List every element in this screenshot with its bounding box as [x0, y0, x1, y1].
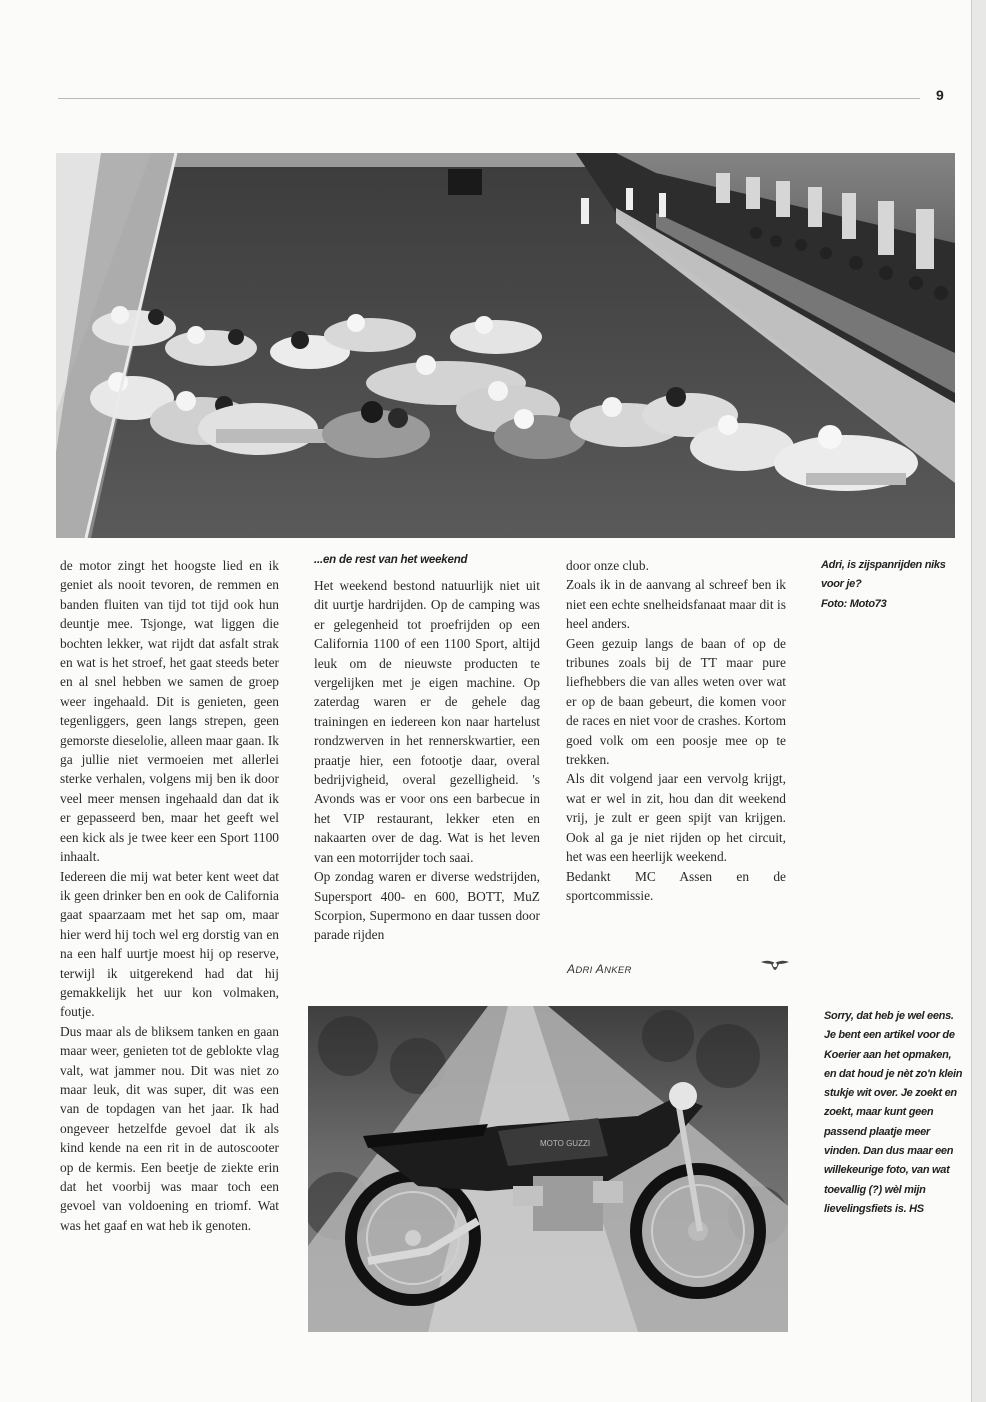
article-paragraph: Zoals ik in de aanvang al schreef ben ik niet een echte snelheidsfanaat maar dit is heel anders. [566, 577, 786, 632]
article-column-3 [566, 556, 786, 905]
article-column-2 [314, 576, 540, 945]
photo-caption-top: Adri, is zijspanrijden niks voor je? Foto: Moto73 [821, 559, 946, 610]
article-column-1 [60, 556, 279, 1235]
article-paragraph: Bedankt MC Assen en de sportcommissie. [566, 868, 786, 903]
article-paragraph: Dus maar als de bliksem tanken en gaan maar weer, genieten tot de geblokte vlag valt, wat jammer nou. Dit was niet zo maar leuk, dit was super, dit was een van de topdagen van het jaar. Ik had ongeveer hetzelfde gevoel dat ik als kind kende na een rit in de autoscooter op de kermis. Een beetje de ziekte erin dat het voorbij was maar toch een gevoel van voldoening en triomf. Wat was het gaaf en wat heb ik genoten. [60, 1023, 279, 1233]
header-rule [58, 98, 920, 99]
article-paragraph: de motor zingt het hoogste lied en ik geniet als nooit tevoren, de remmen en banden fluiten van tijd tot tijd ook hun deuntje mee. Tsjonge, wat liggen die bochten lekker, wat rijdt dat asfalt strak en wat is het stroef, het gaat steeds beter en al snel hebben we samen de groep weer ingehaald. Dit is genieten, geen tegenliggers, geen langs strepen, geen gemorste dieselolie, alleen maar gaan. Ik ga jullie niet vermoeien met allerlei sterke verhalen, volgens mij ben ik door veel meer mensen ingehaald dan dat ik er gepasseerd ben, maar het geeft wel een kick als je twee keer een Sport 1100 inhaalt. [60, 558, 279, 865]
section-subheading: ...en de rest van het weekend [314, 554, 468, 566]
article-paragraph: Als dit volgend jaar een vervolg krijgt, wat er wel in zit, hou dan dit weekend vrij, je zult er geen spijt van krijgen. Ook al ga je niet rijden op het circuit, het was een heerlijk weekend. [566, 771, 786, 865]
article-paragraph: Het weekend bestond natuurlijk niet uit dit uurtje hardrijden. Op de camping was er gelegenheid tot proefrijden op een California 1100 of een 1100 Sport, altijd leuk om de nieuwste producten te vergelijken met je eigen machine. Op zaterdag waren er de gehele dag trainingen en iedereen kon naar hartelust rondzwerven in het rennerskwartier, een praatje hier, een fotootje daar, overal bedrijvigheid, overal gezelligheid. 's Avonds was er voor ons een barbecue in het VIP restaurant, lekker eten en nakaarten over de dag. Wat is het leven van een motorrijder toch saai. [314, 578, 540, 865]
article-paragraph: Geen gezuip langs de baan of op de tribunes zoals bij de TT maar pure liefhebbers die van alles weten over wat er op de baan gebeurt, die komen voor de races en niet voor de crashes. Kortom goed volk om een poosje mee op te trekken. [566, 635, 786, 768]
article-paragraph: Iedereen die mij wat beter kent weet dat ik geen drinker ben en ook de California gaat spaarzaam met het sap om, maar hier werd hij toch wel erg dorstig van en na een half uurtje moest hij op reserve, terwijl ik uitgerekend had dat hij gemakkelijk het uur kon volmaken, foutje. [60, 868, 279, 1020]
page-edge-shadow [972, 0, 986, 1402]
article-paragraph: door onze club. [566, 558, 649, 573]
club-logo-icon [760, 958, 790, 974]
sidecar-racing-photo [56, 153, 955, 538]
page-number: 9 [936, 87, 944, 103]
moto-guzzi-motorcycle-photo [308, 1006, 788, 1332]
photo-caption-bottom: Sorry, dat heb je wel eens. Je bent een artikel voor de Koerier aan het opmaken, en dat houd je nèt zo'n klein stukje wit over. Je zoekt en zoekt, maar kunt geen passend plaatje meer vinden. Dan dus maar een willekeurige foto, van wat toevallig (?) wèl mijn lievelingsfiets is. HS [824, 1010, 963, 1215]
article-paragraph: Op zondag waren er diverse wedstrijden, Supersport 400- en 600, BOTT, MuZ Scorpion, Supermono en daar tussen door parade rijden [314, 869, 540, 943]
author-byline: ADRI ANKER [567, 962, 632, 976]
svg-text:MOTO GUZZI: MOTO GUZZI [540, 1139, 591, 1148]
